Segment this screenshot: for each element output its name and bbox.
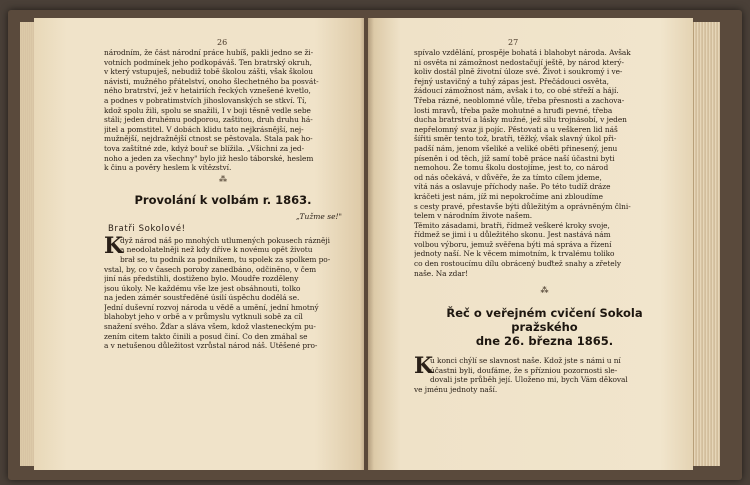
text-line: telem v národním živote našem. [414, 211, 533, 221]
text-line: spívalo vzdělání, prospěje bohatá i blahobyt národa. Avšak [414, 48, 631, 57]
text-line: mužnější, nejdražnější ctnost se pěstovala. Stala pak ho- [104, 134, 313, 144]
text-line: a v netušenou důležitost vzrůstal národ náš. Utěšené pro- [104, 341, 318, 351]
text-line: kdož spolu žili, spolu se snažili, I v boji těsně vedle sebe [104, 105, 311, 115]
section-separator: ⁂ [540, 286, 549, 296]
text-line: řejný ustavičný a tuhý zápas jest. Přečádouci osvěta, [414, 76, 609, 86]
drop-cap: K [104, 232, 124, 259]
text-line: vstal, by, co v časech poroby zanedbáno, odčiněno, v čem [104, 264, 317, 274]
text-line: píseněn i od těch, jíž samí tobě práce naší účastni byti [414, 153, 615, 163]
page-number: 26 [217, 38, 228, 47]
text-line: národním, že část národní práce hubíš, pakli jedno se ži- [104, 48, 314, 57]
motto: „Tužme se!" [295, 211, 342, 221]
text-line: jiní nás předstihli, dostiženo bylo. Moudře rozdělenу [104, 274, 299, 284]
paragraph-continuation [414, 48, 675, 278]
salutation: Bratři Sokolové! [108, 223, 186, 234]
text-line: ného bratrství, jež v hetairiích řeckých vznešené kvetlo, [104, 86, 311, 96]
text-line: stáli; jeden druhému podporou, zaštitou, druh druhu há- [104, 115, 313, 125]
text-line: nemohou. Že tomu školu dostojíme, jest to, co národ [414, 163, 609, 173]
page-edges-left [20, 22, 34, 466]
text-line: tova zaštítné zde, kdyż bouř se blížila. „Všichni za jed- [104, 143, 305, 153]
text-line: snažení svého. Žďar a sláva všem, kdož vlasteneckým pu- [104, 322, 316, 332]
text-line: jsou úkoly. Ne každému vše lze jest obsáhnouti, tolko [104, 283, 301, 293]
text-line: nepřelomný svaz ji pojíc. Pěstovati a u veškeren lid náš [414, 124, 618, 134]
text-line: brał se, tu podnik za podnikem, tu spolek za spolkem po- [120, 254, 331, 264]
text-line: žádoucí zámožnost nám, avšak i to, co obé střeží a hájí. [414, 86, 619, 96]
text-line: dovali jste průběh její. Uloženo mi, bych Vám děkoval [430, 375, 628, 385]
text-line: návisti, mužného přátelství, onoho šlechetného ba posvát- [104, 76, 319, 86]
section-heading-line-2: dne 26. března 1865. [475, 334, 614, 349]
paragraph-continuation [104, 48, 342, 173]
text-line: Jední duševní rozvoj národa u vědě a umění, jední hmotný [104, 302, 319, 312]
text-line: koliv dostál plně životní úloze své. Život i soukromý i ve- [414, 67, 623, 77]
text-line: dyž národ náš po mnohých utlumených pokusech rázněji [120, 235, 330, 245]
text-line: s cesty pravé, přestavše býti důležitým a oprávněným člni- [414, 201, 631, 211]
page-edges-right [693, 22, 720, 466]
right-page [368, 18, 693, 470]
text-line: jitel a pomstitel. V dobách klidu tato nejkrásnější, nej- [104, 124, 304, 134]
left-page [34, 18, 364, 470]
drop-cap: K [414, 353, 434, 380]
text-line: ducha bratrství a lásky mužné, jež silu trojnásobí, v jeden [414, 115, 627, 125]
text-line: losti mravů, třeba paže mohutné a hruđi pevné, třeba [414, 105, 613, 115]
text-line: co den rostoucímu dílu obrácený buďtež snahy a zřetely [414, 259, 622, 269]
body-text [104, 232, 342, 351]
text-line: řídmež se jimi i u důležitého skonu. Jest nastává nám [414, 230, 611, 240]
text-line: od nás očekává, v důvěře, že za tímto cílem jdeme, [414, 172, 602, 182]
text-line: kráčeti jest nám, jíž mi nepokročíme ani zbloudíme [414, 191, 603, 201]
text-line: k činu a pověry heslem k vítězství. [104, 163, 232, 173]
section-separator: ⁂ [219, 174, 227, 184]
text-line: noho a jeden za všechny" bylo již heslo táborské, heslem [104, 153, 314, 163]
text-line: volbou výboru, jemuž svěřena býti má správa a řízení [414, 239, 612, 249]
text-line: a podnes v pobratimstvích jihoslovanských se stkví. Tí, [104, 95, 307, 105]
text-line: votních podmínek jeho podkopáváš. Ten bratrský okruh, [104, 57, 312, 67]
text-line: Třeba rázné, neoblomné vůle, třeba přesnosti a zachova- [414, 95, 625, 105]
text-line: účastni byli, doufáme, že s přízniou pozornosti sle- [430, 365, 618, 375]
text-line: vítá nás a oslavuje příchody naše. Po této tudíž dráze [414, 182, 611, 192]
text-line: naše. Na zdar! [414, 268, 469, 278]
section-heading-line-1: Řeč o veřejném cvičení Sokola pražského [446, 306, 643, 335]
text-line: šířiti směr tento tož, bratři, těžký, však slavný úkol při- [414, 134, 617, 144]
text-line: ve jménu jednoty naší. [414, 385, 498, 395]
text-line: na jeden zámér soustředěné úsilí úspěchu dodělá se. [104, 293, 300, 303]
text-line: u konci chýlí se slavnost naše. Kdož jste s námi u ní [430, 356, 621, 366]
text-line: blahobyt jeho v orbě a v průmyslu vytknuli sobě za cíl [104, 312, 303, 322]
text-line: a neodolatelněji než kdy dříve k novému opět životu [120, 245, 313, 255]
text-line: ni osvěta ni zámožnost nedostačují ještě, by národ který- [414, 57, 624, 67]
book-gutter [360, 18, 374, 470]
text-line: v který vstupuješ, nebudiž tobě školou zášti, však školou [104, 67, 314, 77]
page-number: 27 [508, 38, 519, 47]
section-heading: Provolání k volbám r. 1863. [134, 192, 312, 207]
text-line: zením citem takto činili a posud činí. Co den zmáhal se [104, 331, 308, 341]
text-line: jednoty naší. Ne k věcem mimotním, k trvalému toliko [414, 249, 615, 259]
text-line: padší nám, jenom všeliké a veliké oběti přinesený, jenu [414, 143, 618, 153]
text-line: Těmito zásadami, bratři, řídmež veškeré kroky svoje, [414, 220, 610, 230]
body-text [414, 353, 675, 395]
